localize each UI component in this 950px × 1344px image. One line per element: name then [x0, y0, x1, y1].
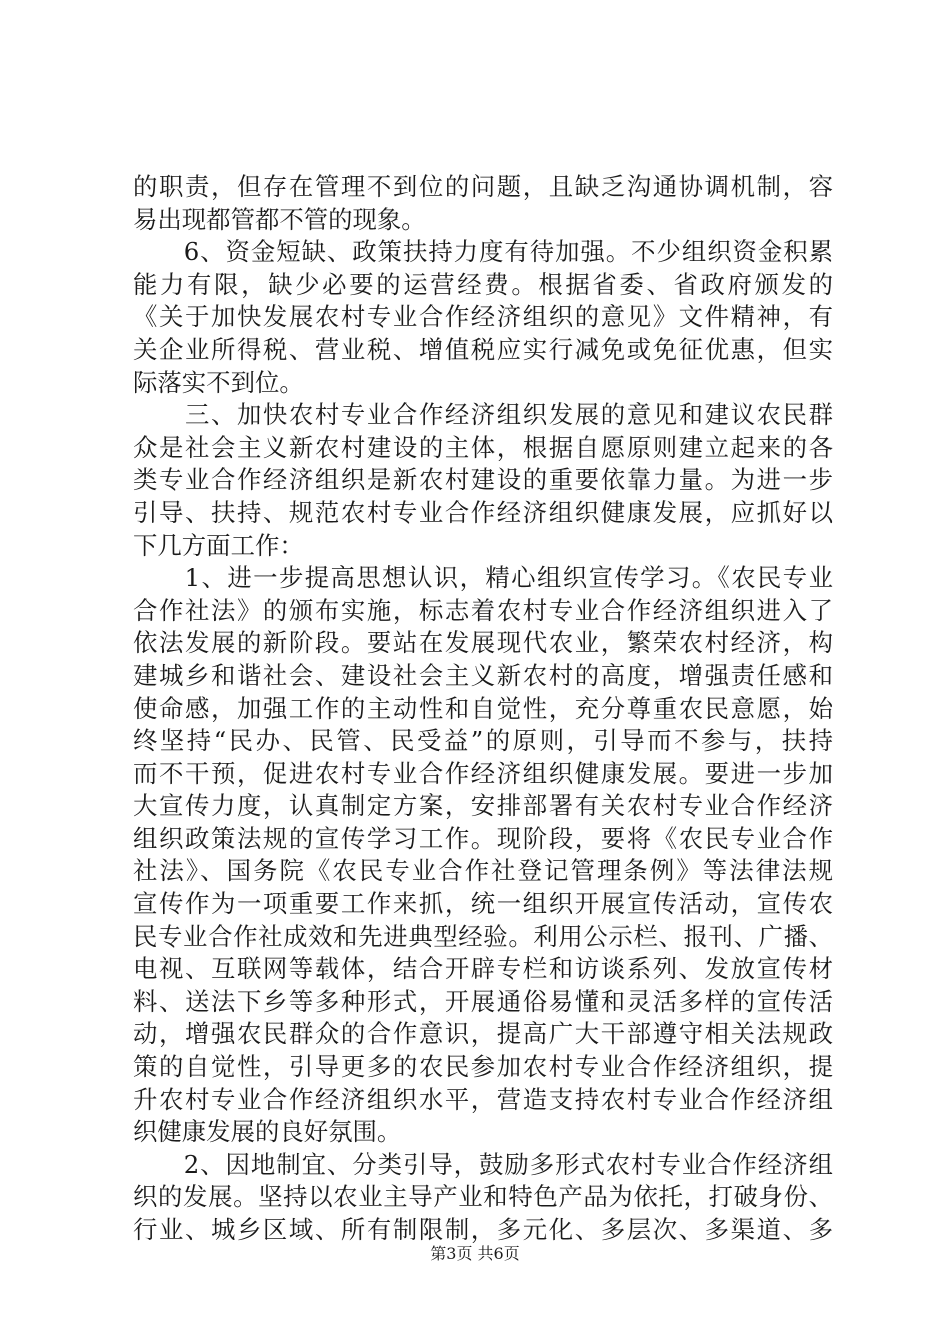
- text-line: 易出现都管都不管的现象。: [133, 204, 426, 234]
- text-line: 织的发展。坚持以农业主导产业和特色产品为依托，打破身份、: [133, 1182, 833, 1212]
- text-line: 类专业合作经济组织是新农村建设的重要依靠力量。为进一步: [133, 465, 833, 495]
- text-line: 动，增强农民群众的合作意识，提高广大干部遵守相关法规政: [133, 1019, 833, 1049]
- text-line: 升农村专业合作经济组织水平，营造支持农村专业合作经济组: [133, 1084, 833, 1114]
- text-line: 建城乡和谐社会、建设社会主义新农村的高度，增强责任感和: [133, 660, 833, 690]
- text-line: 下几方面工作：: [133, 530, 304, 560]
- text-line: 众是社会主义新农村建设的主体，根据自愿原则建立起来的各: [133, 432, 833, 462]
- text-line: 依法发展的新阶段。要站在发展现代农业，繁荣农村经济，构: [133, 628, 833, 658]
- text-line: 合作社法》的颁布实施，标志着农村专业合作经济组织进入了: [133, 595, 833, 625]
- text-line: 的职责，但存在管理不到位的问题，且缺乏沟通协调机制，容: [133, 172, 833, 201]
- text-line: 使命感，加强工作的主动性和自觉性，充分尊重农民意愿，始: [133, 693, 833, 723]
- text-line: 2、因地制宜、分类引导，鼓励多形式农村专业合作经济组: [133, 1149, 833, 1179]
- text-line: 电视、互联网等载体，结合开辟专栏和访谈系列、发放宣传材: [133, 954, 833, 984]
- text-line: 社法》、国务院《农民专业合作社登记管理条例》等法律法规: [133, 856, 833, 886]
- text-line: 关企业所得税、营业税、增值税应实行减免或免征优惠，但实: [133, 334, 833, 364]
- text-line: 宣传作为一项重要工作来抓，统一组织开展宣传活动，宣传农: [133, 889, 833, 919]
- text-line: 而不干预，促进农村专业合作经济组织健康发展。要进一步加: [133, 758, 833, 788]
- text-line: 民专业合作社成效和先进典型经验。利用公示栏、报刊、广播、: [133, 921, 833, 951]
- text-line: 《关于加快发展农村专业合作经济组织的意见》文件精神，有: [133, 302, 833, 332]
- page-footer: 第3页 共6页: [430, 1244, 520, 1263]
- text-line: 策的自觉性，引导更多的农民参加农村专业合作经济组织，提: [133, 1052, 833, 1082]
- text-line: 三、加快农村专业合作经济组织发展的意见和建议农民群: [133, 400, 833, 430]
- text-line: 能力有限，缺少必要的运营经费。根据省委、省政府颁发的: [133, 269, 833, 299]
- text-line: 终坚持“民办、民管、民受益”的原则，引导而不参与，扶持: [133, 726, 833, 756]
- text-line: 组织政策法规的宣传学习工作。现阶段，要将《农民专业合作: [133, 823, 833, 853]
- text-line: 引导、扶持、规范农村专业合作经济组织健康发展，应抓好以: [133, 497, 833, 527]
- document-body: [133, 171, 833, 1247]
- text-line: 行业、城乡区域、所有制限制，多元化、多层次、多渠道、多: [133, 1215, 833, 1244]
- text-line: 6、资金短缺、政策扶持力度有待加强。不少组织资金积累: [133, 237, 833, 267]
- text-line: 织健康发展的良好氛围。: [133, 1117, 402, 1147]
- text-line: 际落实不到位。: [133, 367, 304, 397]
- text-line: 大宣传力度，认真制定方案，安排部署有关农村专业合作经济: [133, 791, 833, 821]
- text-line: 料、送法下乡等多种形式，开展通俗易懂和灵活多样的宣传活: [133, 986, 833, 1016]
- text-line: 1、进一步提高思想认识，精心组织宣传学习。《农民专业: [133, 563, 833, 593]
